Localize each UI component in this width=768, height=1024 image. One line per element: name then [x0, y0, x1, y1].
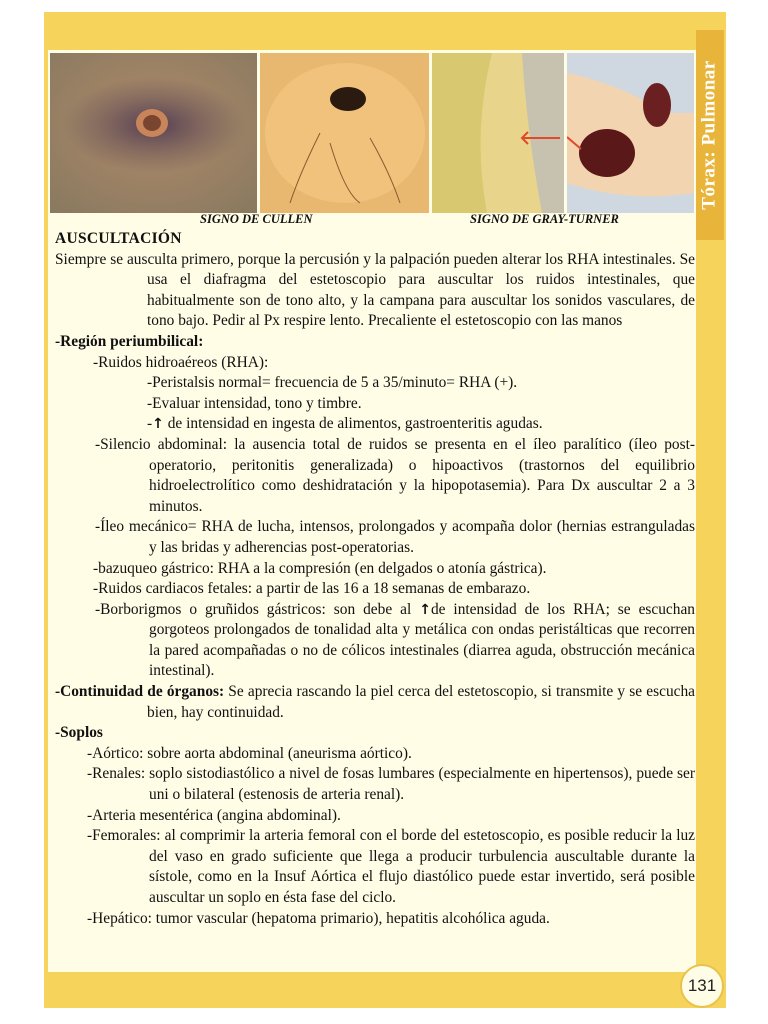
soplo-item: -Hepático: tumor vascular (hepatoma primario), hepatitis alcohólica aguda. — [87, 909, 550, 927]
silencio-paragraph: -Silencio abdominal: la ausencia total de ruidos se presenta en el íleo paralítico (íleo post-operatorio, peritonitis generalizada) o hipoactivos (trastornos del equilibrio hidroelectrolítico como deshidratación y la hipopotasemia). Para Dx auscultar 2 a 3 minutos. — [95, 435, 695, 515]
photo-strip — [50, 53, 694, 213]
page-number: 131 — [680, 964, 724, 1008]
bazuqueo-line: -bazuqueo gástrico: RHA a la compresión (en delgados o atonía gástrica). — [93, 559, 547, 577]
gray-turner-sign-photo — [567, 53, 694, 213]
region-heading: -Región periumbilical: — [55, 332, 204, 350]
rha-prefix: - — [147, 415, 153, 433]
borbo-pre: -Borborigmos o gruñidos gástricos: son debe al — [95, 600, 420, 618]
soplo-item: -Aórtico: sobre aorta abdominal (aneurisma aórtico). — [87, 744, 412, 762]
up-arrow-icon: ↑ — [419, 601, 431, 618]
ileo-paragraph: -Íleo mecánico= RHA de lucha, intensos, prolongados y acompaña dolor (hernias estranguladas y las bridas y adherencias post-operatorias. — [95, 518, 695, 556]
body-text — [55, 229, 695, 929]
continuidad-paragraph — [55, 682, 695, 723]
fetales-line: -Ruidos cardiacos fetales: a partir de las 16 a 18 semanas de embarazo. — [93, 580, 531, 598]
caption-cullen: SIGNO DE CULLEN — [200, 212, 313, 226]
intro-paragraph: Siempre se ausculta primero, porque la percusión y la palpación pueden alterar los RHA intestinales. Se usa el diafragma del estetoscopio para auscultar los ruidos intestinales, que habitualmente son de tono alto, y la campana para auscultar los sonidos vasculares, de tono bajo. Pedir al Px respire lento. Precaliente el estetoscopio con las manos — [55, 250, 695, 330]
rha-item: -Peristalsis normal= frecuencia de 5 a 35/minuto= RHA (+). — [147, 374, 518, 392]
cullen-sign-photo — [50, 53, 257, 213]
borborigmos-paragraph — [55, 600, 695, 682]
rha-heading: -Ruidos hidroaéreos (RHA): — [93, 353, 269, 371]
rha-text: de intensidad en ingesta de alimentos, gastroenteritis agudas. — [163, 415, 543, 433]
continuidad-text: Se aprecia rascando la piel cerca del estetoscopio, si transmite y se escucha bien, hay continuidad. — [147, 683, 696, 721]
continuidad-heading: -Continuidad de órganos: — [55, 683, 225, 701]
soplo-item: -Arteria mesentérica (angina abdominal). — [87, 806, 341, 824]
flank-photo — [432, 53, 563, 213]
soplos-heading: -Soplos — [55, 724, 103, 742]
soplo-item: -Femorales: al comprimir la arteria femoral con el borde del estetoscopio, es posible reducir la luz del vaso en grado suficiente que llega a producir turbulencia auscultable durante la sístole, como en la Insuf Aórtica el flujo diastólico puede estar invertido, será posible auscultar un soplo en ésta fase del ciclo. — [87, 827, 695, 906]
rha-item: -Evaluar intensidad, tono y timbre. — [147, 394, 362, 412]
side-tab — [696, 30, 724, 240]
up-arrow-icon: ↑ — [152, 416, 164, 433]
caption-gray-turner: SIGNO DE GRAY-TURNER — [470, 212, 619, 226]
rha-item — [55, 414, 695, 435]
soplo-item: -Renales: soplo sistodiastólico a nivel de fosas lumbares (especialmente en hipertensos), puede ser uni o bilateral (estenosis de arteria renal). — [87, 765, 695, 804]
borbo-post: de intensidad de los RHA; se escuchan gorgoteos prolongados de tonalidad alta y metálica con ondas peristálticas que recorren la pared acompañadas o no de cólicos intestinales (diarrea aguda, obstrucción mecánica intestinal). — [149, 600, 695, 680]
section-heading: AUSCULTACIÓN — [55, 230, 182, 247]
side-tab-label: Tórax: Pulmonar — [699, 60, 720, 210]
umbilicus-photo — [260, 53, 429, 213]
